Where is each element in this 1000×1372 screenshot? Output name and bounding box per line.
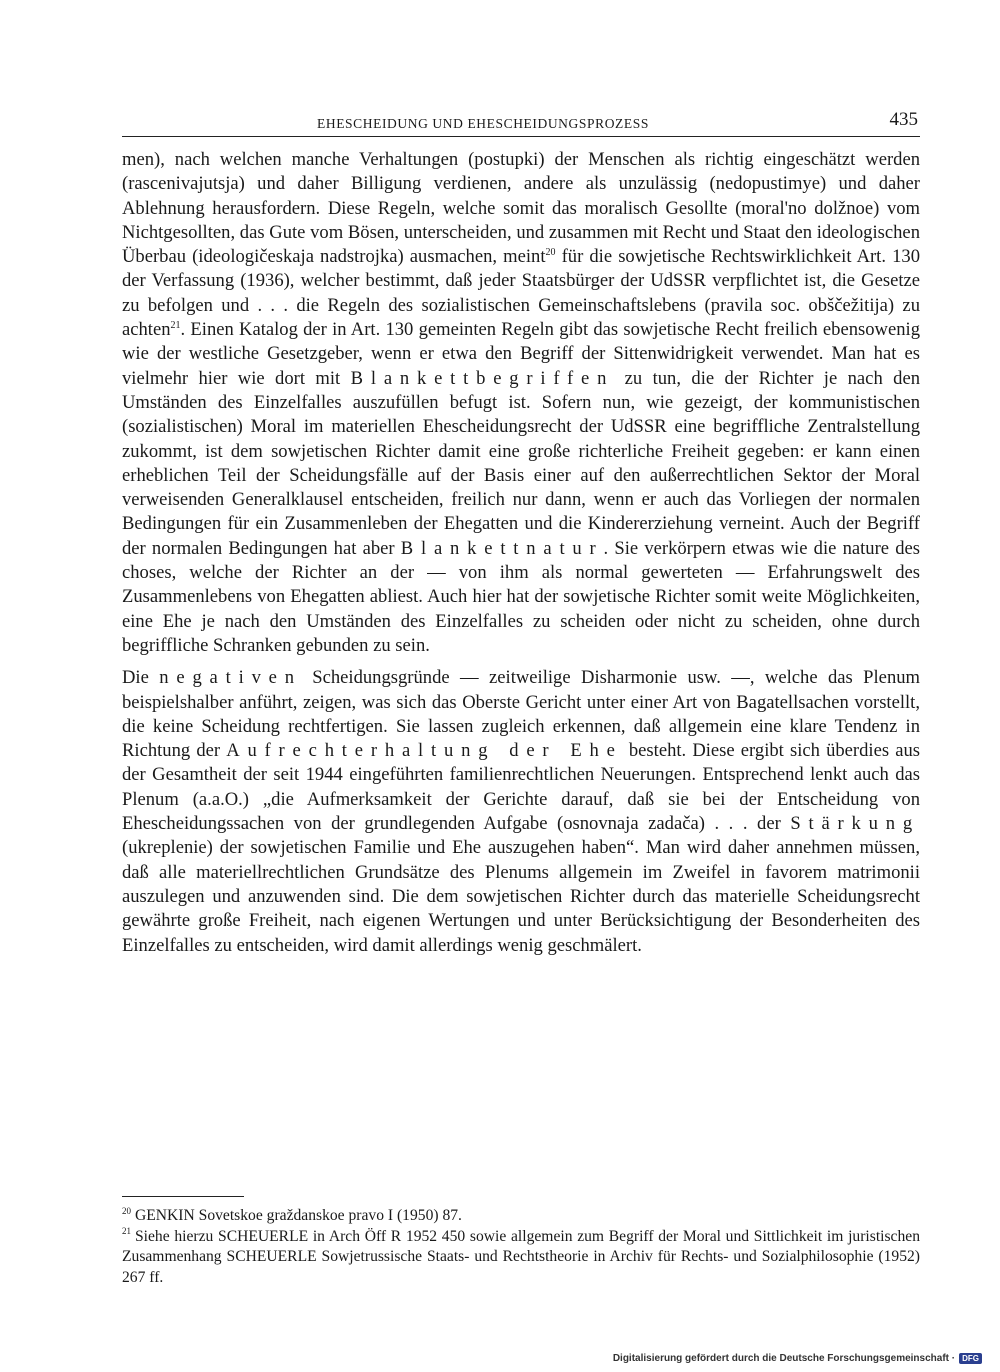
text-run: men), nach welchen manche Verhaltungen (postupki) der Menschen als richtig eingeschätzt werden (rascenivajutsja) und daher Billigung verdienen, andere als unzulässig (nedopustimye) und daher Ablehnung herausfordern. Diese Regeln, welche somit das moralisch Gesollte (moral'no dolžnoe) vom Nichtgesollten, das Gute vom Bösen, unterscheiden, und zusammen mit Recht und Staat den ideologischen Überbau (ideologičeskaja nadstrojka) ausmachen, meint: [122, 149, 920, 268]
spaced-term: Aufrechterhaltung der Ehe: [226, 740, 623, 762]
footnotes: [122, 1206, 920, 1288]
spaced-term: negativen: [159, 667, 302, 689]
text-run: . Einen Katalog der in Art. 130 gemeinten Regeln gibt das sowjetische Recht freilich ebensowenig wie der westliche Gesetzgeber, wenn er etwa den Begriff der Sittenwidrigkeit verwendet. Man hat es vielmehr hier wie dort mit: [122, 319, 920, 389]
digitization-notice: [613, 1353, 982, 1364]
text-run: . Sie verkörpern etwas wie die nature des choses, welche der Richter an der — von ihm als normal gewerteten — Erfahrungswelt des Zusammenlebens von Ehegatten abliest. Auch hier hat der sowjetische Richter somit weite Möglichkeiten, eine Ehe je nach den Umständen des Einzelfalles zu scheiden oder nicht zu scheiden, ohne durch begriffliche Schranken gebunden zu sein.: [122, 537, 921, 656]
footnote-ref-21[interactable]: 21: [170, 319, 181, 331]
page-number: 435: [889, 109, 918, 130]
notice-text: Digitalisierung gefördert durch die Deutsche Forschungsgemeinschaft ·: [612, 1353, 956, 1364]
footnote-text: GENKIN Sovetskoe graždanskoe pravo I (1950) 87.: [135, 1207, 462, 1224]
text-run: für die sowjetische Rechtswirklichkeit Art. 130 der Verfassung (1936), welcher bestimmt, daß jeder Staatsbürger der UdSSR verpflichtet ist, die Gesetze zu befolgen und . . . die Regeln des sozialistischen Gemeinschaftslebens (pravila soc. obščežitija) zu achten: [122, 246, 920, 341]
footnote-number: 21: [122, 1226, 131, 1237]
running-title: EHESCHEIDUNG UND EHESCHEIDUNGSPROZESS: [317, 116, 649, 131]
text-run: Scheidungsgründe — zeitweilige Disharmonie usw. —, welche das Plenum beispielshalber anführt, zeigen, was sich das Oberste Gericht unter einer Art von Bagatellsachen vorstellt, die keine Scheidung rechtfertigen. Sie lassen zugleich erkennen, daß allgemein eine klare Tendenz in Richtung der: [122, 667, 920, 762]
spaced-term: Stärkung: [790, 813, 920, 835]
spaced-term: Blankettbegriffen: [350, 367, 615, 389]
text-run: (ukreplenie) der sowjetischen Familie und Ehe auszugehen haben“. Man wird daher annehmen müssen, daß alle materiellrechtlichen Grundsätze des Plenums allgemein im Zweifel in favorem matrimonii auszulegen und anzuwenden sind. Die dem sowjetischen Richter durch das materielle Scheidungsrecht gewährte große Freiheit, nach eigenen Wertungen und unter Berücksichtigung der Besonderheiten des Einzelfalles zu entscheiden, wird damit allerdings wenig geschmälert.: [122, 837, 920, 956]
footnote-number: 20: [122, 1205, 131, 1216]
footnote-ref-20[interactable]: 20: [545, 247, 556, 258]
text-run: Die: [122, 667, 160, 689]
main-text: [122, 148, 920, 958]
paragraph-2: [122, 666, 920, 958]
paragraph-1: [122, 148, 920, 658]
footnote-divider: [122, 1196, 244, 1197]
text-run: besteht. Diese ergibt sich überdies aus der Gesamtheit der seit 1944 eingeführten familienrechtlichen Neuerungen. Entsprechend lenkt auch das Plenum (a.a.O.) „die Aufmerksamkeit der Gerichte darauf, daß sie bei der Entscheidung von Ehescheidungssachen von der grundlegenden Aufgabe (osnovnaja zadača) . . . der: [122, 740, 920, 835]
footnote-text: Siehe hierzu SCHEUERLE in Arch Öff R 1952 450 sowie allgemein zum Begriff der Moral und Sittlichkeit im juristischen Zusammenhang SCHEUERLE Sowjetrussische Staats- und Rechtstheorie in Archiv für Rechts- und Sozialphilosophie (1952) 267 ff.: [122, 1227, 920, 1286]
dfg-logo: DFG: [959, 1353, 982, 1364]
spaced-term: Blankettnatur: [400, 537, 604, 559]
footnote-20: [122, 1206, 920, 1227]
footnote-21: [122, 1227, 920, 1289]
text-run: zu tun, die der Richter je nach den Umständen des Einzelfalles auszufüllen befugt ist. Sofern nun, wie gezeigt, der kommunistischen (sozialistischen) Moral im materiellen Ehescheidungsrecht der UdSSR eine begriffliche Zentralstellung zukommt, ist dem sowjetischen Richter damit eine große richterliche Freiheit gegeben: er kann einen erheblichen Teil der Scheidungsfälle auf der Basis einer auf den außerrechtlichen Sektor der Moral verweisenden Generalklausel entscheiden, freilich nur dann, wenn er auch das Vorliegen der normalen Bedingungen für ein Zusammenleben der Ehegatten und die Kindererziehung verneint. Auch der Begriff der normalen Bedingungen hat aber: [122, 367, 920, 559]
running-header: [122, 108, 920, 137]
